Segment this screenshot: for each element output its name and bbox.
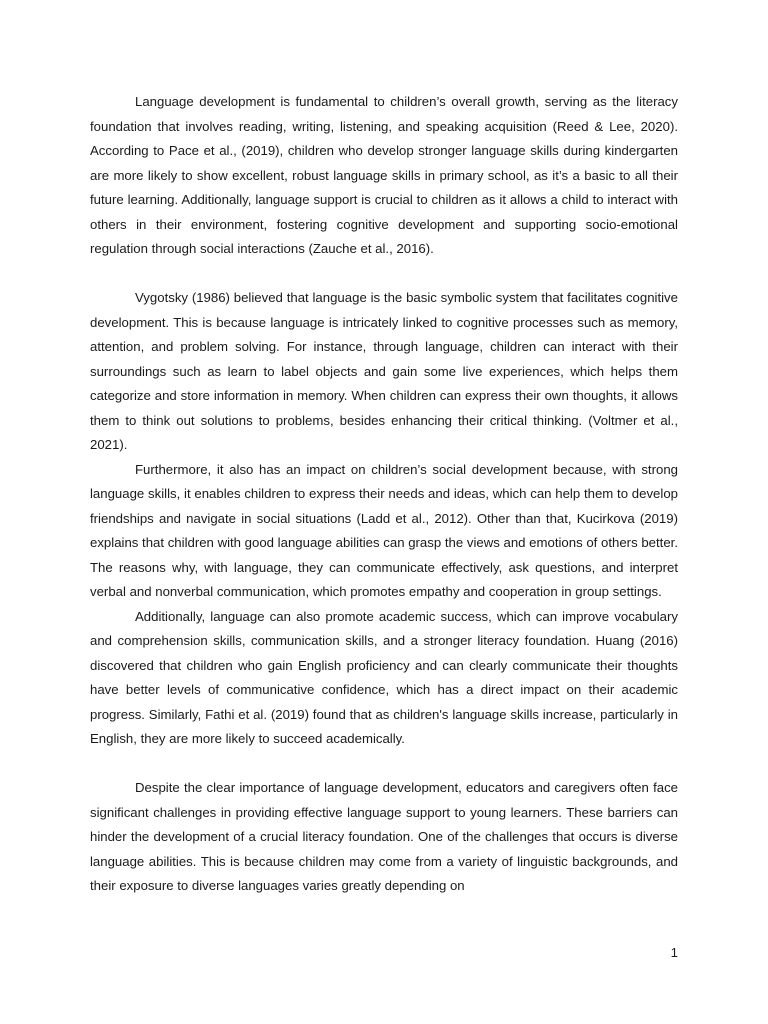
page-number: 1	[670, 945, 678, 960]
paragraph-vygotsky: Vygotsky (1986) believed that language is the basic symbolic system that facilitates cognitive development. This is because language is intricately linked to cognitive processes such as memory, attention, and problem solving. For instance, through language, children can interact with their surroundings such as learn to label objects and gain some live experiences, which helps them categorize and store information in memory. When children can express their own thoughts, it allows them to think out solutions to problems, besides enhancing their critical thinking. (Voltmer et al., 2021).	[90, 290, 678, 452]
body-text	[90, 90, 678, 899]
paragraph-language-development: Language development is fundamental to children’s overall growth, serving as the literacy foundation that involves reading, writing, listening, and speaking acquisition (Reed & Lee, 2020). According to Pace et al., (2019), children who develop stronger language skills during kindergarten are more likely to show excellent, robust language skills in primary school, as it’s a basic to all their future learning. Additionally, language support is crucial to children as it allows a child to interact with others in their environment, fostering cognitive development and supporting socio-emotional regulation through social interactions (Zauche et al., 2016).	[90, 94, 678, 256]
paragraph-academic-success: Additionally, language can also promote academic success, which can improve vocabulary and comprehension skills, communication skills, and a stronger literacy foundation. Huang (2016) discovered that children who gain English proficiency and can clearly communicate their thoughts have better levels of communicative confidence, which has a direct impact on their academic progress. Similarly, Fathi et al. (2019) found that as children's language skills increase, particularly in English, they are more likely to succeed academically.	[90, 608, 678, 746]
paragraph-social-development: Furthermore, it also has an impact on children’s social development because, with strong language skills, it enables children to express their needs and ideas, which can help them to develop friendships and navigate in social situations (Ladd et al., 2012). Other than that, Kucirkova (2019) explains that children with good language abilities can grasp the views and emotions of others better. The reasons why, with language, they can communicate effectively, ask questions, and interpret verbal and nonverbal communication, which promotes empathy and cooperation in group settings.	[90, 461, 678, 599]
paragraph-challenges: Despite the clear importance of language development, educators and caregivers often face significant challenges in providing effective language support to young learners. These barriers can hinder the development of a crucial literacy foundation. One of the challenges that occurs is diverse language abilities. This is because children may come from a variety of linguistic backgrounds, and their exposure to diverse languages varies greatly depending on	[90, 780, 678, 893]
